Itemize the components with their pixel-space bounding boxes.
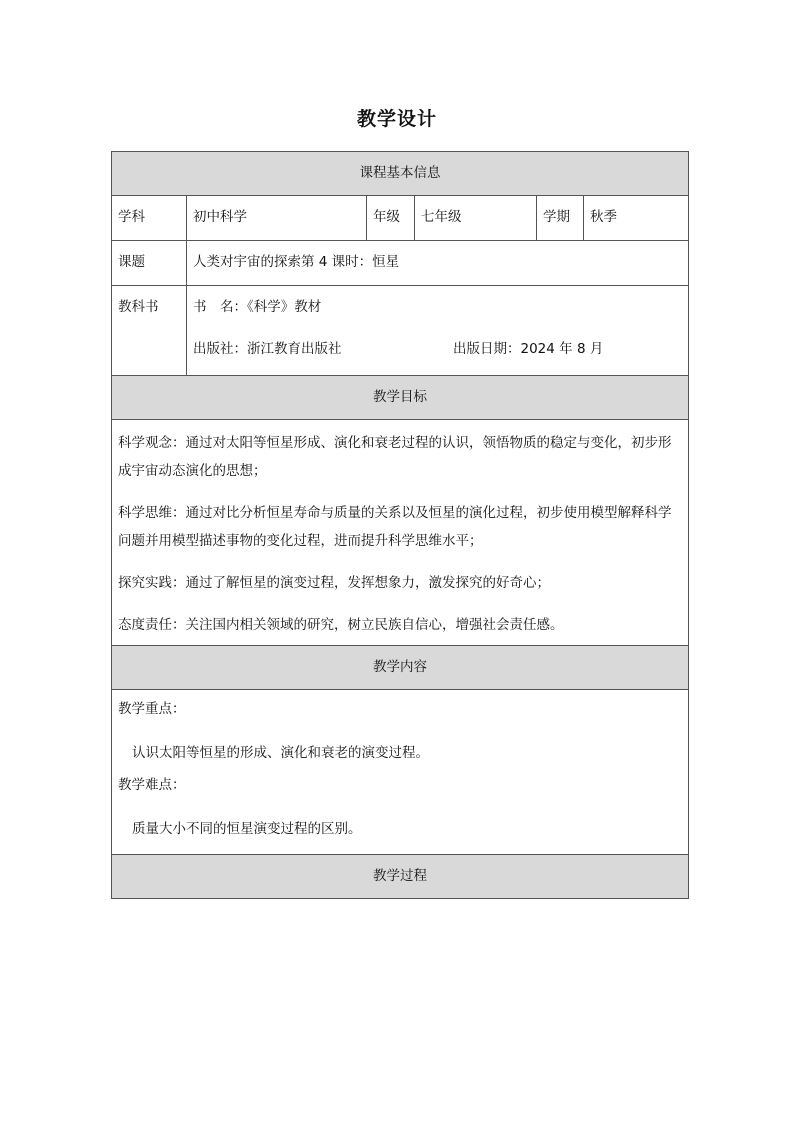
objective-inquiry-practice: 探究实践：通过了解恒星的演变过程，发挥想象力，激发探究的好奇心； (118, 575, 550, 591)
objectives-heading: 教学目标 (112, 376, 689, 420)
difficulty-text: 质量大小不同的恒星演变过程的区别。 (132, 821, 362, 837)
publish-date: 出版日期：2024 年 8 月 (453, 341, 604, 357)
basic-info-heading: 课程基本信息 (112, 152, 689, 196)
term-label: 学期 (537, 196, 584, 241)
term-value: 秋季 (584, 196, 689, 241)
topic-label: 课题 (112, 241, 187, 286)
subject-label: 学科 (112, 196, 187, 241)
publisher-line (193, 337, 682, 357)
textbook-label: 教科书 (112, 286, 187, 376)
subject-value: 初中科学 (187, 196, 367, 241)
content-heading: 教学内容 (112, 646, 689, 690)
process-heading: 教学过程 (112, 855, 689, 899)
topic-value: 人类对宇宙的探索第 4 课时：恒星 (187, 241, 689, 286)
objective-scientific-concept: 科学观念：通过对太阳等恒星形成、演化和衰老过程的认识，领悟物质的稳定与变化，初步形成宇宙动态演化的思想； (118, 435, 672, 479)
content-cell (112, 690, 689, 855)
objectives-cell (112, 420, 689, 646)
page-title: 教学设计 (356, 108, 437, 130)
key-point-label: 教学重点： (118, 701, 186, 717)
publisher: 出版社：浙江教育出版社 (193, 341, 342, 357)
difficulty-label: 教学难点： (118, 777, 186, 793)
key-point-text: 认识太阳等恒星的形成、演化和衰老的演变过程。 (132, 745, 429, 761)
textbook-info (187, 286, 689, 376)
book-name: 书 名：《科学》教材 (193, 299, 322, 315)
lesson-design-table (111, 151, 689, 899)
objective-attitude-responsibility: 态度责任：关注国内相关领域的研究，树立民族自信心，增强社会责任感。 (118, 617, 564, 633)
objective-scientific-thinking: 科学思维：通过对比分析恒星寿命与质量的关系以及恒星的演化过程，初步使用模型解释科学问题并用模型描述事物的变化过程，进而提升科学思维水平； (118, 505, 672, 549)
grade-label: 年级 (367, 196, 415, 241)
grade-value: 七年级 (415, 196, 537, 241)
